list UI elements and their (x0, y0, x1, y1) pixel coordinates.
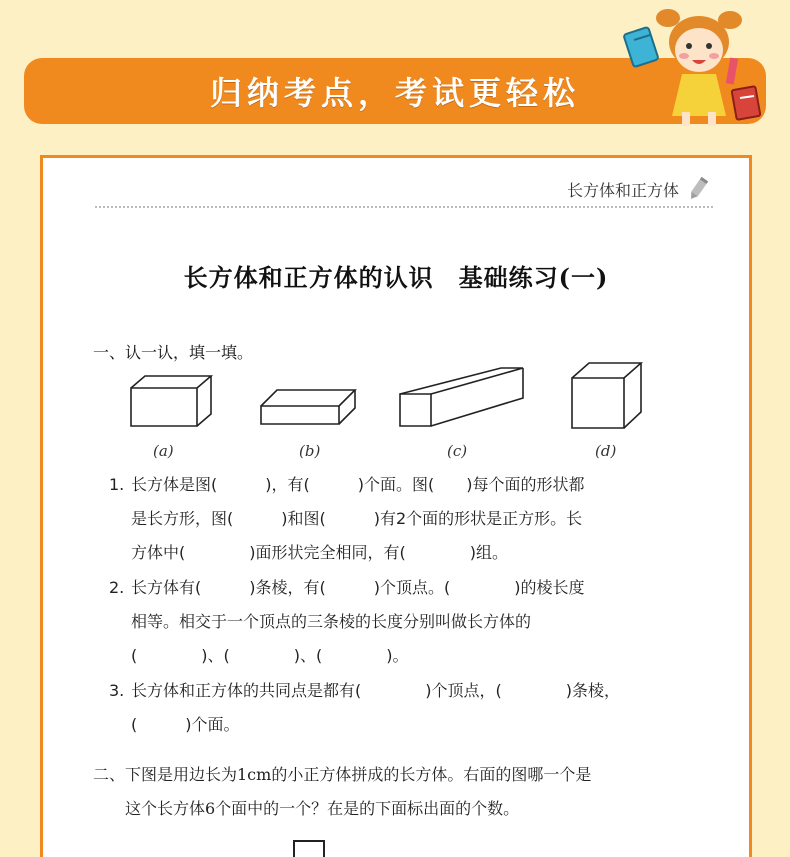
question-1-number: 1. (109, 475, 125, 494)
caption-b: (b) (299, 442, 321, 460)
section-2 (93, 758, 591, 826)
page-title: 长方体和正方体的认识 基础练习(一) (183, 263, 609, 292)
cuboid-a-figure (129, 372, 215, 428)
question-2-line-3: ( )、( )、( )。 (131, 646, 409, 665)
question-3-line-2: ( )个面。 (131, 715, 240, 734)
pencil-icon (687, 176, 709, 202)
banner-title: 归纳考点，考试更轻松 (209, 74, 580, 112)
question-2-line-2: 相等。相交于一个顶点的三条棱的长度分别叫做长方体的 (131, 612, 532, 631)
question-1-line-1: 长方体是图( )，有( )个面。图( )每个面的形状都 (131, 475, 585, 494)
question-3 (109, 674, 620, 742)
caption-d: (d) (595, 442, 617, 460)
figure-box-top (293, 840, 325, 857)
topic-label: 长方体和正方体 (566, 180, 679, 200)
girl-mascot-icon (622, 4, 762, 128)
question-2 (109, 571, 584, 673)
section-1-heading: 一、认一认，填一填。 (93, 343, 254, 362)
worksheet-card (40, 155, 752, 857)
dotted-divider (95, 206, 713, 208)
question-2-line-1: 长方体有( )条棱，有( )个顶点。( )的棱长度 (131, 578, 585, 597)
cuboid-b-figure (259, 386, 359, 428)
question-2-number: 2. (109, 578, 125, 597)
question-3-number: 3. (109, 681, 125, 700)
cube-d-figure (569, 360, 645, 432)
cuboid-c-figure (397, 364, 527, 430)
section-2-line-1: 二、下图是用边长为1cm的小正方体拼成的长方体。右面的图哪一个是 (93, 765, 592, 784)
question-3-line-1: 长方体和正方体的共同点是都有( )个顶点，( )条棱， (131, 681, 620, 700)
caption-a: (a) (153, 442, 174, 460)
topic-header (567, 176, 709, 202)
question-1-line-3: 方体中( )面形状完全相同，有( )组。 (131, 543, 508, 562)
caption-c: (c) (447, 442, 468, 460)
question-1-line-2: 是长方形，图( )和图( )有2个面的形状是正方形。长 (131, 509, 583, 528)
section-2-line-2: 这个长方体6个面中的一个？在是的下面标出面的个数。 (125, 799, 520, 818)
question-1 (109, 468, 584, 570)
